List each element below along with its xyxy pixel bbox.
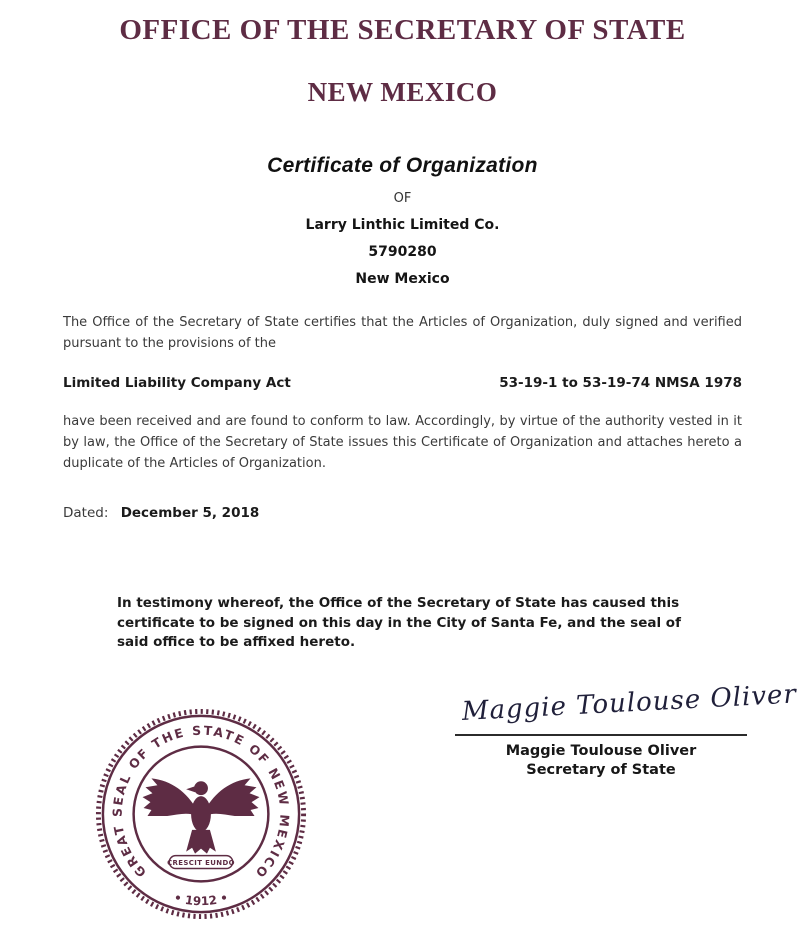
signature-line: [455, 734, 747, 736]
signature-script: Maggie Toulouse Oliver: [461, 679, 798, 728]
signatory-title: Secretary of State: [526, 762, 676, 778]
dated-value: December 5, 2018: [120, 504, 260, 521]
seal-motto-banner: [167, 856, 235, 869]
seal-year-text: • 1912 •: [172, 890, 230, 909]
dated-label: Dated:: [63, 504, 109, 521]
certificate-title: Certificate of Organization: [267, 154, 538, 177]
office-heading: OFFICE OF THE SECRETARY OF STATE: [119, 14, 686, 46]
entity-number: 5790280: [368, 244, 437, 260]
conformance-paragraph: have been received and are found to conform to law. Accordingly, by virtue of the authority vested in it by law, the Office of the Secretary of State issues this Certificate of Organization and attaches hereto a duplicate of the Articles of Organization.: [63, 414, 742, 471]
seal-motto-text: CRESCIT EUNDO: [167, 859, 235, 868]
act-name: Limited Liability Company Act: [63, 374, 291, 391]
company-name: Larry Linthic Limited Co.: [305, 217, 500, 233]
letterhead: [0, 0, 805, 108]
title-block: [0, 154, 805, 287]
entity-state: New Mexico: [355, 271, 450, 287]
seal-eagle: [143, 778, 260, 853]
testimony-paragraph: In testimony whereof, the Office of the Secretary of State has caused this certificate to be signed on this day in the City of Santa Fe, and the seal of said office to be affixed hereto.: [117, 595, 681, 651]
seal-ring-text: GREAT SEAL OF THE STATE OF NEW MEXICO: [110, 723, 292, 880]
act-row: [63, 373, 742, 395]
certificate-body: [63, 313, 742, 653]
signatory-name: Maggie Toulouse Oliver: [505, 743, 697, 759]
signature-block: [455, 679, 798, 778]
state-seal-graphic: [92, 705, 310, 923]
act-citation: 53-19-1 to 53-19-74 NMSA 1978: [499, 374, 742, 391]
state-heading: NEW MEXICO: [307, 77, 498, 107]
certification-paragraph: The Office of the Secretary of State certifies that the Articles of Organization, duly signed and verified pursuant to the provisions of the: [63, 315, 742, 351]
dated-row: [63, 503, 742, 525]
of-label: OF: [393, 191, 412, 206]
state-seal: [92, 705, 310, 923]
